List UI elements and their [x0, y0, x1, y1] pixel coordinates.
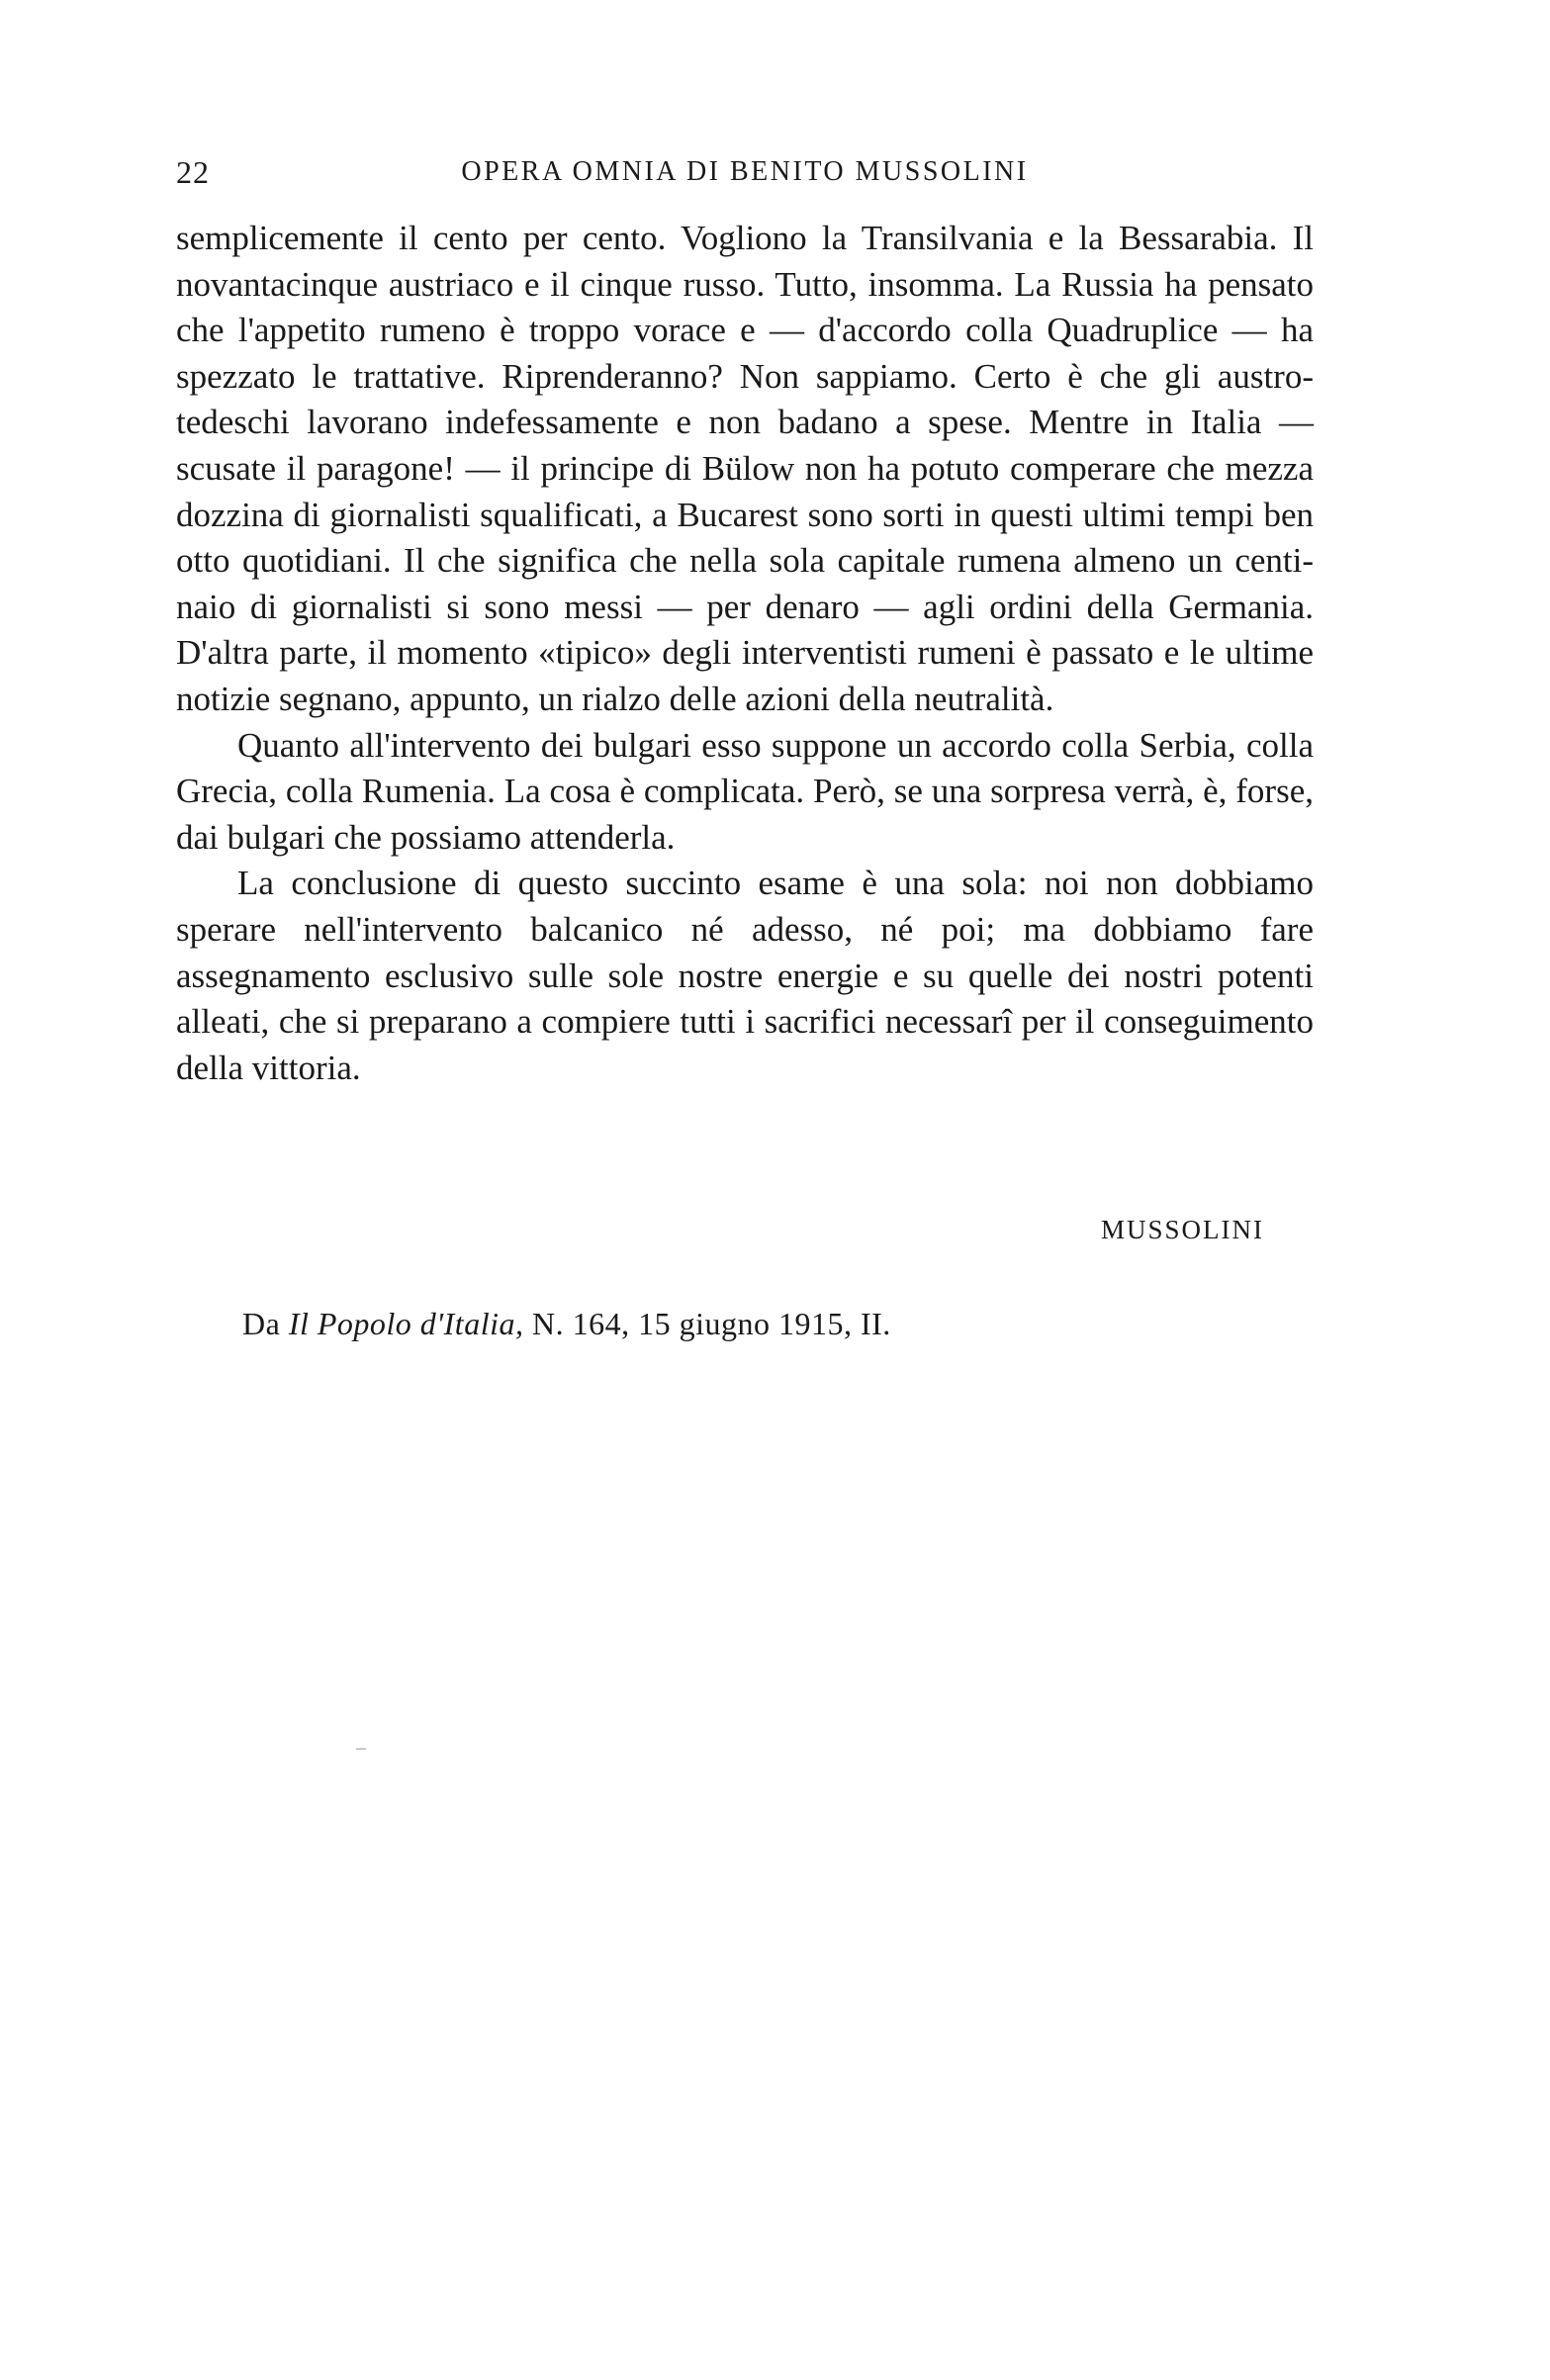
- page-number: 22: [176, 154, 210, 190]
- author-signature: MUSSOLINI: [1100, 1215, 1264, 1244]
- paragraph-3: La conclusione di questo succinto esame è una sola: noi non dobbiamo sperare nell'intervento balcanico né adesso, né poi; ma dobbiamo fare assegnamento esclusivo sulle sole nostre energie e su quelle dei nostri potenti alleati, che si preparano a compiere tutti i sacrifici necessarî per il conseguimento della vittoria.: [176, 864, 1314, 1087]
- source-details: N. 164, 15 giugno 1915, II.: [531, 1306, 891, 1341]
- source-prefix: Da: [242, 1306, 281, 1341]
- article-body: [176, 216, 1314, 1091]
- source-citation: [242, 1306, 891, 1342]
- paragraph-1: semplicemente il cento per cento. Vogliono la Transilvania e la Bessarabia. Il novantacinque austriaco e il cinque russo. Tutto, insomma. La Russia ha pensato che l'appetito rumeno è troppo vorace e — d'accordo colla Quadruplice — ha spezzato le trattative. Riprenderanno? Non sappiamo. Certo è che gli austro-tedeschi lavorano indefessamente e non badano a spese. Mentre in Italia — scusate il paragone! — il principe di Bülow non ha potuto comperare che mezza dozzina di giornalisti squalificati, a Bucarest sono sorti in questi ultimi tempi ben otto quotidiani. Il che significa che nella sola capitale rumena almeno un centinaio di giornalisti si sono messi — per denaro — agli ordini della Germania. D'altra parte, il momento «tipico» degli interventisti rumeni è passato e le ultime notizie segnano, appunto, un rialzo delle azioni della neutralità.: [176, 219, 1314, 718]
- running-title: OPERA OMNIA DI BENITO MUSSOLINI: [461, 156, 1029, 187]
- running-head: [176, 154, 1314, 194]
- paragraph-2: Quanto all'intervento dei bulgari esso suppone un accordo colla Serbia, colla Grecia, colla Rumenia. La cosa è complicata. Però, se una sorpresa verrà, è, forse, dai bulgari che possiamo attenderla.: [176, 725, 1314, 857]
- stray-ink-mark: [356, 1748, 366, 1750]
- source-publication: Il Popolo d'Italia,: [288, 1306, 524, 1341]
